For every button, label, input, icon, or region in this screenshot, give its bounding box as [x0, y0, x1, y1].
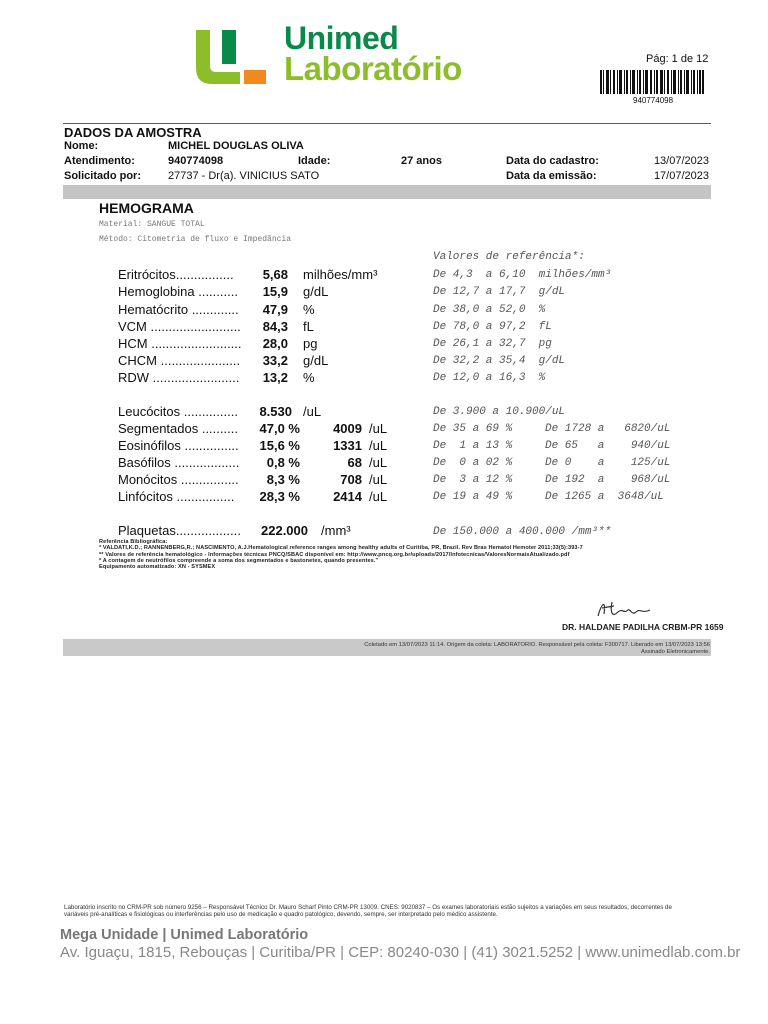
row-reference: De 32,2 a 35,4 g/dL [433, 355, 566, 367]
row-unit: pg [303, 336, 318, 351]
footer-legal: Laboratório inscrito no CRM-PR sob número 9256 – Responsável Técnico Dr. Mauro Scharf Pinto CRM-PR 13009. CNES: 9020837 – Os exames laboratoriais estão sujeitos a variações em seus resultados, decorrentes de variáveis pré-analíticas e fisiológicas ou interferências pelo uso de medicação e quadro patológico, devendo, sempre, ser interpretado pelo médico assistente. [64, 904, 672, 918]
platelets-value: 222.000 [261, 523, 308, 538]
row-unit: /uL [369, 489, 388, 504]
bibliography [99, 539, 699, 570]
row-label: Segmentados .......... [118, 421, 238, 436]
logo-line2: Laboratório [284, 50, 462, 87]
row-reference: De 78,0 a 97,2 fL [433, 321, 552, 333]
row-unit: g/dL [303, 353, 329, 368]
name-label: Nome: [64, 140, 99, 152]
row-unit: % [303, 370, 315, 385]
row-label: Basófilos .................. [118, 455, 240, 470]
patient-name: MICHEL DOUGLAS OLIVA [168, 140, 304, 152]
row-unit: /uL [369, 455, 388, 470]
bibliography-line: ** Valores de referência hematológico - Informações técnicas PNCQ/SBAC disponível em: http://www.pncq.org.br/uploads/2017/Infotecnicas/ValoresNormaisAtualizado.pdf [99, 551, 570, 558]
row-absolute: 4009 [333, 421, 362, 436]
row-absolute: 1331 [333, 438, 362, 453]
leuco-label: Leucócitos ............... [118, 404, 238, 419]
row-value: 13,2 [262, 370, 288, 385]
row-percent: 8,3 % [266, 472, 300, 487]
logo-line1: Unimed [284, 20, 399, 56]
row-label: RDW ........................ [118, 370, 240, 385]
row-unit: fL [303, 319, 314, 334]
row-label: Linfócitos ................ [118, 489, 235, 504]
row-reference-abs: De 65 a 940/uL [545, 440, 671, 452]
row-reference-pct: De 3 a 12 % [433, 474, 513, 486]
exam-material: Material: SANGUE TOTAL [99, 220, 205, 229]
barcode-number: 940774098 [633, 96, 674, 105]
reference-header: Valores de referência*: [433, 251, 585, 263]
row-reference-abs: De 0 a 125/uL [545, 457, 671, 469]
row-reference-pct: De 0 a 02 % [433, 457, 513, 469]
platelets-label: Plaquetas.................. [118, 523, 241, 538]
issue-date-label: Data da emissão: [506, 170, 597, 182]
row-percent: 0,8 % [266, 455, 300, 470]
row-label: Hemoglobina ........... [118, 284, 238, 299]
row-value: 28,0 [262, 336, 288, 351]
platelets-unit: /mm³ [321, 523, 351, 538]
row-percent: 28,3 % [259, 489, 300, 504]
row-value: 84,3 [262, 319, 288, 334]
gray-bar [63, 185, 711, 199]
exam-title: HEMOGRAMA [99, 200, 194, 216]
leuco-reference: De 3.900 a 10.900/uL [433, 406, 566, 418]
row-label: Eritrócitos................ [118, 267, 234, 282]
row-value: 33,2 [262, 353, 288, 368]
row-reference: De 12,7 a 17,7 g/dL [433, 286, 566, 298]
row-reference-abs: De 1728 a 6820/uL [545, 423, 671, 435]
leuco-unit: /uL [303, 404, 322, 419]
row-unit: % [303, 302, 315, 317]
row-unit: g/dL [303, 284, 329, 299]
requested-value: 27737 - Dr(a). VINICIUS SATO [168, 170, 320, 182]
age-label: Idade: [298, 155, 331, 167]
row-label: Hematócrito ............. [118, 302, 239, 317]
barcode-icon [600, 70, 704, 94]
collection-info: Coletado em 13/07/2023 11:14. Origem da coleta: LABORATORIO. Responsável pela coleta: F300717. Liberado em 13/07/2023 13:56 [364, 642, 710, 648]
collection-signed: Assinado Eletronicamente. [641, 649, 710, 655]
row-label: Eosinófilos ............... [118, 438, 239, 453]
platelets-reference: De 150.000 a 400.000 /mm³** [433, 526, 612, 538]
row-value: 5,68 [262, 267, 288, 282]
exam-method: Método: Citometria de fluxo e Impedância [99, 235, 292, 244]
signature-name: DR. HALDANE PADILHA CRBM-PR 1659 [562, 622, 724, 632]
row-label: HCM ......................... [118, 336, 242, 351]
row-percent: 47,0 % [259, 421, 300, 436]
row-unit: /uL [369, 438, 388, 453]
row-absolute: 2414 [333, 489, 362, 504]
row-reference: De 26,1 a 32,7 pg [433, 338, 552, 350]
row-reference: De 38,0 a 52,0 % [433, 304, 546, 316]
logo [192, 20, 532, 88]
row-reference-abs: De 192 a 968/uL [545, 474, 671, 486]
age-value: 27 anos [401, 155, 442, 167]
bibliography-line: * VALDATI,K.D.; RANNENBERG,R.; NASCIMENTO, A.J.Hematological reference ranges among healthy adults of Curitiba, PR, Brazil. Rev Bras Hematol Hemoter 2011;33(5):393-7 [99, 545, 583, 552]
row-reference-pct: De 1 a 13 % [433, 440, 513, 452]
row-label: CHCM ...................... [118, 353, 241, 368]
bibliography-line: * A contagem de neutrófilos compreende a soma dos segmentados e bastonetes, quando presentes." [99, 557, 379, 564]
row-reference: De 4,3 a 6,10 milhões/mm³ [433, 269, 612, 281]
row-unit: /uL [369, 472, 388, 487]
row-reference-pct: De 35 a 69 % [433, 423, 513, 435]
register-date-value: 13/07/2023 [653, 155, 709, 167]
row-percent: 15,6 % [259, 438, 300, 453]
row-unit: /uL [369, 421, 388, 436]
row-unit: milhões/mm³ [303, 267, 378, 282]
divider-top [63, 123, 711, 124]
row-reference-pct: De 19 a 49 % [433, 491, 513, 503]
bibliography-line: Equipamento automatizado: XN - SYSMEX [99, 564, 216, 571]
row-label: Monócitos ................ [118, 472, 239, 487]
attendance-value: 940774098 [168, 155, 224, 167]
register-date-label: Data do cadastro: [506, 155, 599, 167]
logo-mark-icon [192, 26, 274, 88]
row-absolute: 708 [340, 472, 362, 487]
row-label: VCM ......................... [118, 319, 241, 334]
page-number: Pág: 1 de 12 [646, 53, 709, 65]
issue-date-value: 17/07/2023 [653, 170, 709, 182]
leuco-value: 8.530 [259, 404, 292, 419]
signature-scribble [594, 598, 654, 622]
bibliography-line: Referência Bibliográfica: [99, 539, 168, 545]
footer-address: Av. Iguaçu, 1815, Rebouças | Curitiba/PR | CEP: 80240-030 | (41) 3021.5252 | www.unimedlab.com.br [60, 944, 741, 961]
row-reference-abs: De 1265 a 3648/uL [545, 491, 664, 503]
row-value: 15,9 [262, 284, 288, 299]
row-absolute: 68 [347, 455, 362, 470]
row-reference: De 12,0 a 16,3 % [433, 372, 546, 384]
footer-unit: Mega Unidade | Unimed Laboratório [60, 927, 309, 943]
attendance-label: Atendimento: [64, 155, 135, 167]
requested-label: Solicitado por: [64, 170, 141, 182]
sample-section-title: DADOS DA AMOSTRA [64, 125, 202, 140]
row-value: 47,9 [262, 302, 288, 317]
